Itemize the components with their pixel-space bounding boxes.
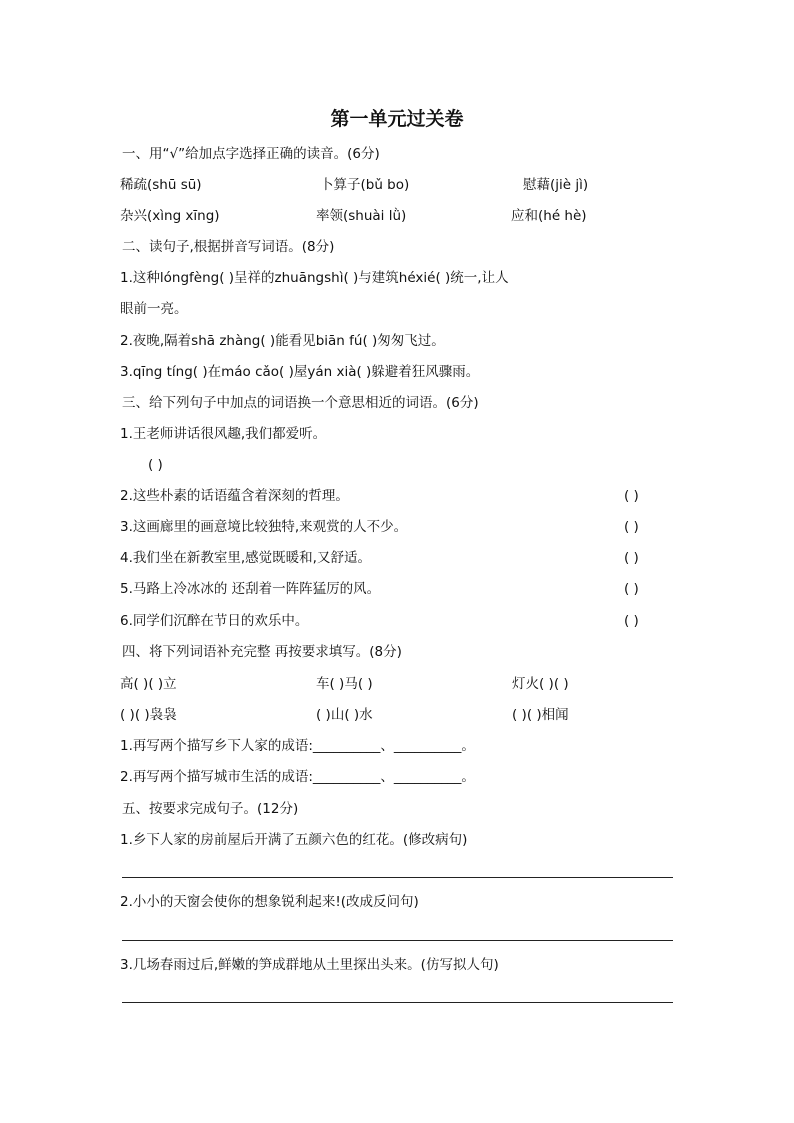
list-item: 3.这画廊里的画意境比较独特,来观赏的人不少。 bbox=[120, 519, 408, 535]
idiom-fill[interactable]: 高( )( )立 bbox=[120, 676, 177, 692]
section-2-heading: 二、读句子,根据拼音写词语。(8分) bbox=[122, 239, 335, 255]
idiom-fill[interactable]: ( )山( )水 bbox=[316, 707, 373, 723]
pinyin-choice[interactable]: 慰藉(jiè jì) bbox=[523, 177, 589, 193]
answer-blank[interactable]: ( ) bbox=[148, 457, 163, 473]
answer-line[interactable] bbox=[122, 1002, 673, 1003]
list-item: 6.同学们沉醉在节日的欢乐中。 bbox=[120, 613, 309, 629]
sentence-task-2: 2.小小的天窗会使你的想象锐利起来!(改成反问句) bbox=[120, 894, 419, 910]
pinyin-choice[interactable]: 稀疏(shū sū) bbox=[120, 177, 202, 193]
sentence-1-continued: 眼前一亮。 bbox=[120, 301, 188, 317]
answer-blank[interactable]: ( ) bbox=[624, 581, 639, 597]
answer-blank[interactable]: ( ) bbox=[624, 613, 639, 629]
idiom-question-1[interactable]: 1.再写两个描写乡下人家的成语:__________、__________。 bbox=[120, 738, 475, 754]
idiom-fill[interactable]: ( )( )袅袅 bbox=[120, 707, 177, 723]
pinyin-choice[interactable]: 率领(shuài lǜ) bbox=[316, 208, 407, 224]
answer-blank[interactable]: ( ) bbox=[624, 519, 639, 535]
list-item: 1.王老师讲话很风趣,我们都爱听。 bbox=[120, 426, 327, 442]
section-1-heading: 一、用“√”给加点字选择正确的读音。(6分) bbox=[122, 146, 380, 162]
sentence-task-1: 1.乡下人家的房前屋后开满了五颜六色的红花。(修改病句) bbox=[120, 832, 468, 848]
idiom-question-2[interactable]: 2.再写两个描写城市生活的成语:__________、__________。 bbox=[120, 769, 475, 785]
answer-line[interactable] bbox=[122, 877, 673, 878]
answer-line[interactable] bbox=[122, 940, 673, 941]
section-3-heading: 三、给下列句子中加点的词语换一个意思相近的词语。(6分) bbox=[122, 395, 479, 411]
pinyin-choice[interactable]: 杂兴(xìng xīng) bbox=[120, 208, 220, 224]
sentence-3: 3.qīng tíng( )在máo cǎo( )屋yán xià( )躲避着狂风骤雨。 bbox=[120, 364, 480, 380]
idiom-fill[interactable]: 车( )马( ) bbox=[316, 676, 373, 692]
sentence-1: 1.这种lóngfèng( )呈祥的zhuāngshì( )与建筑héxié( )统一,让人 bbox=[120, 270, 509, 286]
idiom-fill[interactable]: ( )( )相闻 bbox=[512, 707, 569, 723]
pinyin-choice[interactable]: 卜算子(bǔ bo) bbox=[320, 177, 410, 193]
section-4-heading: 四、将下列词语补充完整 再按要求填写。(8分) bbox=[122, 644, 402, 660]
pinyin-choice[interactable]: 应和(hé hè) bbox=[511, 208, 587, 224]
idiom-fill[interactable]: 灯火( )( ) bbox=[512, 676, 569, 692]
sentence-2: 2.夜晚,隔着shā zhàng( )能看见biān fú( )匆匆飞过。 bbox=[120, 333, 445, 349]
answer-blank[interactable]: ( ) bbox=[624, 488, 639, 504]
sentence-task-3: 3.几场春雨过后,鲜嫩的笋成群地从土里探出头来。(仿写拟人句) bbox=[120, 957, 499, 973]
list-item: 5.马路上冷冰冰的 还刮着一阵阵猛厉的风。 bbox=[120, 581, 381, 597]
page-title: 第一单元过关卷 bbox=[330, 108, 464, 130]
list-item: 2.这些朴素的话语蕴含着深刻的哲理。 bbox=[120, 488, 349, 504]
section-5-heading: 五、按要求完成句子。(12分) bbox=[122, 801, 299, 817]
answer-blank[interactable]: ( ) bbox=[624, 550, 639, 566]
list-item: 4.我们坐在新教室里,感觉既暖和,又舒适。 bbox=[120, 550, 371, 566]
